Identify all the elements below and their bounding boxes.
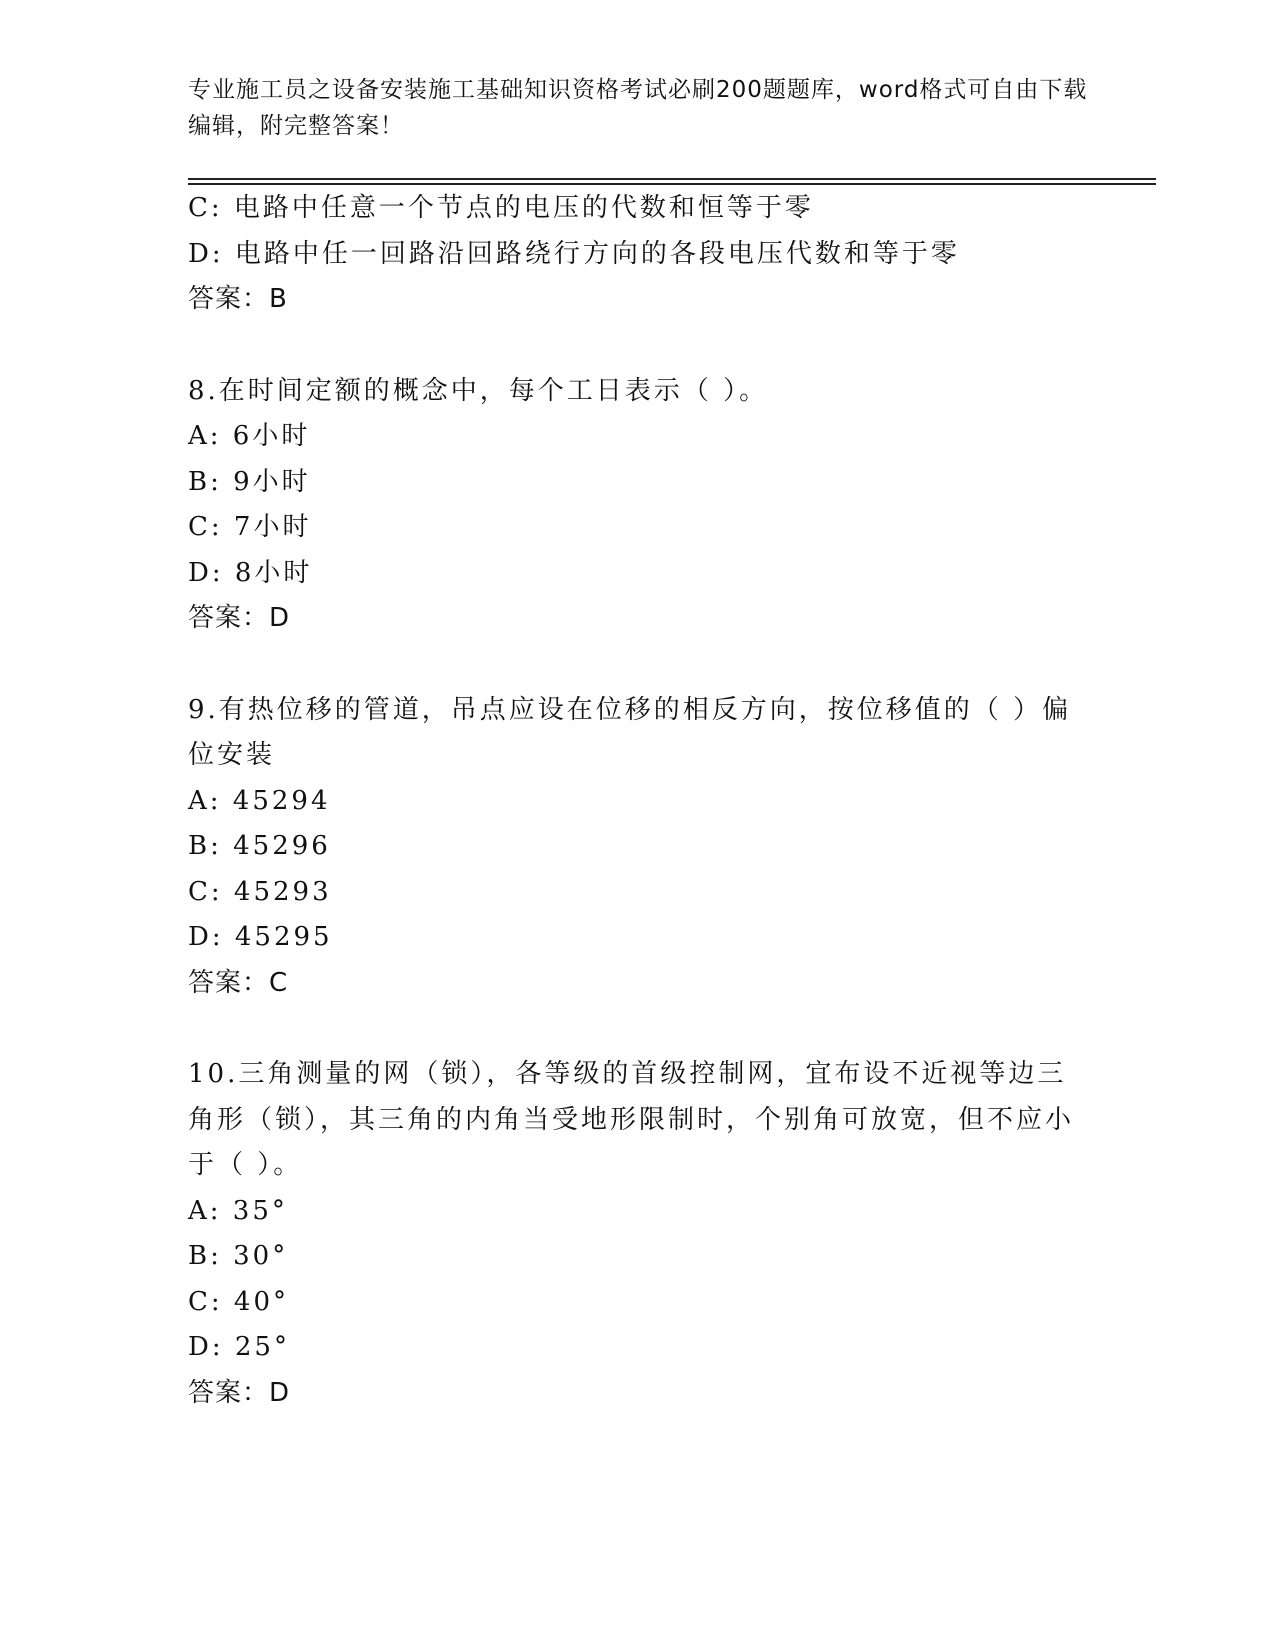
option-a: A: 6小时 [188, 421, 311, 451]
option-b: B: 9小时 [188, 466, 311, 497]
answer-label: 答案：B [188, 284, 288, 314]
option-c: C: 电路中任意一个节点的电压的代数和恒等于零 [188, 193, 814, 223]
option-d: D: 25° [188, 1332, 290, 1362]
question-stem: 8.在时间定额的概念中，每个工日表示（ ）。 [188, 375, 769, 406]
spacer [188, 642, 1088, 688]
option-a: A: 35° [188, 1195, 288, 1226]
answer-label: 答案：C [188, 967, 289, 998]
header-rule-bottom [188, 183, 1156, 185]
option-a: A: 45294 [188, 785, 331, 816]
option-d: D: 8小时 [188, 557, 313, 588]
option-d: D: 电路中任一回路沿回路绕行方向的各段电压代数和等于零 [188, 238, 960, 269]
option-d: D: 45295 [188, 922, 333, 952]
document-header: 专业施工员之设备安装施工基础知识资格考试必刷200题题库，word格式可自由下载编辑，附完整答案！ [188, 77, 1088, 139]
option-b: B: 30° [188, 1241, 289, 1271]
option-c: C: 45293 [188, 876, 332, 907]
question-stem: 10.三角测量的网（锁），各等级的首级控制网，宜布设不近视等边三角形（锁），其三角的内角当受地形限制时，个别角可放宽，但不应小于（ ）。 [188, 1059, 1075, 1180]
spacer [188, 323, 1088, 369]
option-b: B: 45296 [188, 831, 331, 861]
option-c: C: 7小时 [188, 512, 312, 542]
question-list [188, 186, 1088, 1416]
question-stem: 9.有热位移的管道，吊点应设在位移的相反方向，按位移值的（ ）偏位安装 [188, 694, 1072, 770]
header-rule-top [188, 178, 1156, 180]
answer-label: 答案：D [188, 1377, 291, 1408]
answer-label: 答案：D [188, 603, 291, 633]
question-9 [188, 688, 1088, 1007]
question-8 [188, 369, 1088, 642]
question-10 [188, 1052, 1088, 1416]
spacer [188, 1006, 1088, 1052]
question-fragment [188, 186, 1088, 323]
option-c: C: 40° [188, 1286, 290, 1317]
